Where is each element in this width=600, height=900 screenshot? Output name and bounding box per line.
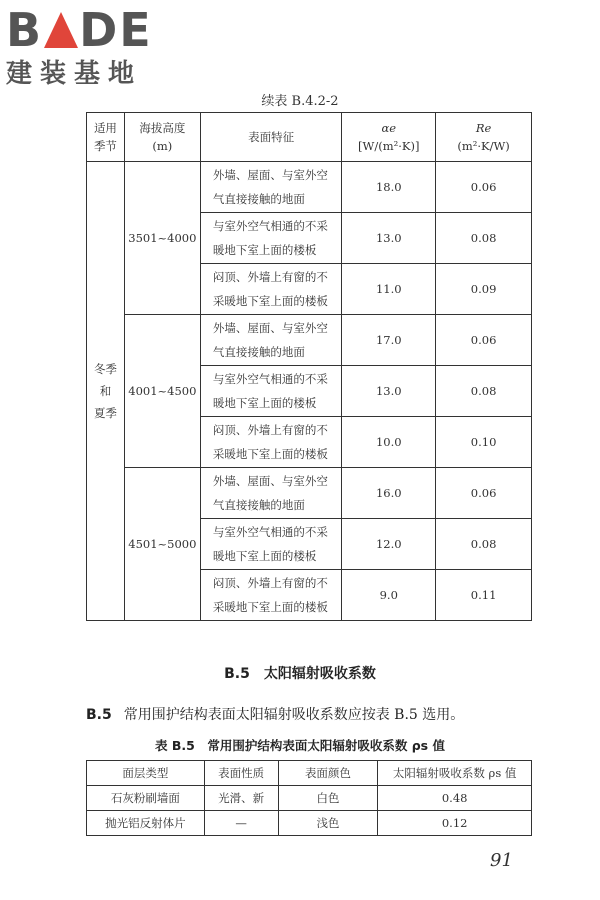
table2-row: [87, 811, 532, 836]
alpha-cell: 16.0: [342, 468, 436, 519]
header-season: 适用 季节: [87, 113, 125, 162]
altitude-cell: 4001~4500: [124, 315, 200, 468]
table2-cell: 浅色: [278, 811, 378, 836]
resistance-cell: 0.06: [436, 162, 532, 213]
table2-row: [87, 786, 532, 811]
table2-caption: 表 B.5 常用围护结构表面太阳辐射吸收系数 ρs 值: [155, 738, 445, 753]
logo-triangle-icon: [44, 12, 78, 48]
table2-cell: —: [204, 811, 278, 836]
table2-header-cell: 面层类型: [87, 761, 205, 786]
surface-feature-cell: 与室外空气相通的不采 暖地下室上面的楼板: [200, 213, 342, 264]
table2-cell: 0.48: [378, 786, 532, 811]
resistance-cell: 0.09: [436, 264, 532, 315]
alpha-cell: 12.0: [342, 519, 436, 570]
alpha-cell: 17.0: [342, 315, 436, 366]
table-row: [87, 162, 532, 213]
header-resistance: Re (m²·K/W): [436, 113, 532, 162]
table-caption: 续表 B.4.2-2: [261, 94, 339, 109]
section-title: B.5 太阳辐射吸收系数: [224, 666, 376, 682]
alpha-cell: 13.0: [342, 366, 436, 417]
altitude-cell: 4501~5000: [124, 468, 200, 621]
alpha-cell: 18.0: [342, 162, 436, 213]
surface-feature-cell: 与室外空气相通的不采 暖地下室上面的楼板: [200, 519, 342, 570]
resistance-cell: 0.08: [436, 519, 532, 570]
clause-text: 常用围护结构表面太阳辐射吸收系数应按表 B.5 选用。: [123, 707, 465, 723]
table-row: [87, 468, 532, 519]
table-header-row: [87, 113, 532, 162]
absorption-table: [86, 760, 532, 836]
header-altitude: 海拔高度 (m): [124, 113, 200, 162]
resistance-cell: 0.11: [436, 570, 532, 621]
table2-header-cell: 表面性质: [204, 761, 278, 786]
header-alpha: αe [W/(m²·K)]: [342, 113, 436, 162]
resistance-cell: 0.10: [436, 417, 532, 468]
heat-transfer-table: [86, 112, 532, 621]
season-cell: 冬季 和 夏季: [87, 162, 125, 621]
table2-cell: 光滑、新: [204, 786, 278, 811]
surface-feature-cell: 外墙、屋面、与室外空 气直接接触的地面: [200, 468, 342, 519]
table2-cell: 抛光铝反射体片: [87, 811, 205, 836]
resistance-cell: 0.08: [436, 213, 532, 264]
altitude-cell: 3501~4000: [124, 162, 200, 315]
table2-header-cell: 太阳辐射吸收系数 ρs 值: [378, 761, 532, 786]
alpha-cell: 13.0: [342, 213, 436, 264]
logo-text-left: B: [6, 3, 44, 57]
resistance-cell: 0.08: [436, 366, 532, 417]
brand-logo: [6, 4, 178, 94]
surface-feature-cell: 闷顶、外墙上有窗的不 采暖地下室上面的楼板: [200, 570, 342, 621]
logo-wordmark: [6, 4, 178, 56]
table-row: [87, 315, 532, 366]
page-number: 91: [490, 850, 513, 871]
clause-paragraph: [86, 704, 464, 724]
surface-feature-cell: 与室外空气相通的不采 暖地下室上面的楼板: [200, 366, 342, 417]
surface-feature-cell: 闷顶、外墙上有窗的不 采暖地下室上面的楼板: [200, 417, 342, 468]
header-surface: 表面特征: [200, 113, 342, 162]
surface-feature-cell: 闷顶、外墙上有窗的不 采暖地下室上面的楼板: [200, 264, 342, 315]
table2-cell: 石灰粉刷墙面: [87, 786, 205, 811]
alpha-cell: 9.0: [342, 570, 436, 621]
surface-feature-cell: 外墙、屋面、与室外空 气直接接触的地面: [200, 315, 342, 366]
clause-number: B.5: [86, 707, 112, 723]
alpha-cell: 10.0: [342, 417, 436, 468]
resistance-cell: 0.06: [436, 315, 532, 366]
table2-header-cell: 表面颜色: [278, 761, 378, 786]
resistance-cell: 0.06: [436, 468, 532, 519]
table2-cell: 0.12: [378, 811, 532, 836]
alpha-cell: 11.0: [342, 264, 436, 315]
surface-feature-cell: 外墙、屋面、与室外空 气直接接触的地面: [200, 162, 342, 213]
table2-cell: 白色: [278, 786, 378, 811]
logo-subtitle: 建装基地: [6, 59, 143, 89]
logo-text-right: DE: [79, 3, 153, 57]
table2-header-row: [87, 761, 532, 786]
